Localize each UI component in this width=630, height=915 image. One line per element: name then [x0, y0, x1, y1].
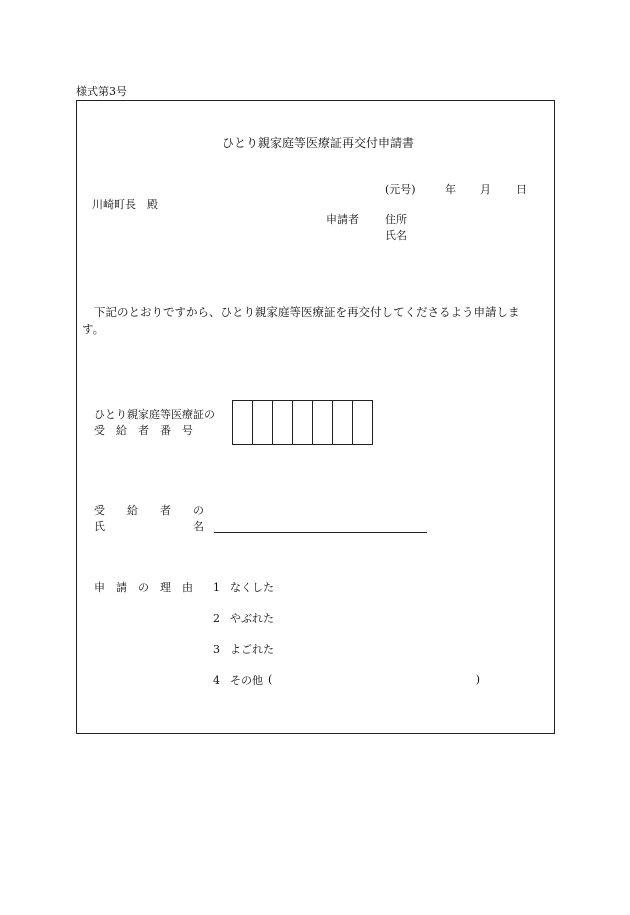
recipient-number-cell[interactable]: [333, 401, 353, 444]
other-reason-paren-close: ): [475, 672, 480, 686]
number-section-label-line2: 受 給 者 番 号: [94, 424, 193, 437]
recipient-number-cell[interactable]: [313, 401, 333, 444]
applicant-name-label: 氏名: [385, 229, 407, 242]
reason-option-1-num: 1: [213, 581, 220, 594]
reason-option-4-text[interactable]: その他: [230, 674, 263, 687]
date-month: 月: [480, 183, 491, 196]
reason-option-1-text[interactable]: なくした: [230, 581, 274, 594]
name-section-label-line2: 氏 名: [94, 520, 204, 533]
body-text-line1: 下記のとおりですから、ひとり親家庭等医療証を再交付してくださるよう申請しま: [94, 305, 520, 319]
date-year: 年: [445, 183, 456, 196]
reason-option-2-text[interactable]: やぶれた: [230, 612, 274, 625]
recipient-number-cell[interactable]: [273, 401, 293, 444]
reason-option-4-num: 4: [213, 674, 220, 687]
reason-option-3-num: 3: [213, 643, 220, 656]
form-number: 様式第3号: [76, 85, 127, 98]
recipient-number-cell[interactable]: [233, 401, 253, 444]
date-era: (元号): [385, 183, 416, 196]
name-section-label-line1: 受 給 者 の: [94, 504, 204, 517]
recipient-number-cell[interactable]: [293, 401, 313, 444]
recipient-number-grid[interactable]: [232, 400, 373, 445]
recipient-name-line[interactable]: [214, 532, 427, 533]
applicant-address-label: 住所: [385, 213, 407, 226]
addressee: 川崎町長 殿: [92, 198, 158, 211]
form-title: ひとり親家庭等医療証再交付申請書: [222, 136, 415, 150]
other-reason-paren-open: (: [268, 672, 273, 686]
reason-option-3-text[interactable]: よごれた: [230, 643, 274, 656]
date-day: 日: [516, 183, 527, 196]
reason-option-2-num: 2: [213, 612, 220, 625]
recipient-number-cell[interactable]: [253, 401, 273, 444]
reason-label: 申 請 の 理 由: [94, 581, 193, 594]
recipient-number-cell[interactable]: [353, 401, 372, 444]
applicant-label: 申請者: [326, 213, 359, 226]
body-text-line2: す。: [82, 322, 105, 336]
number-section-label-line1: ひとり親家庭等医療証の: [94, 408, 215, 421]
other-reason-field[interactable]: [268, 671, 480, 687]
